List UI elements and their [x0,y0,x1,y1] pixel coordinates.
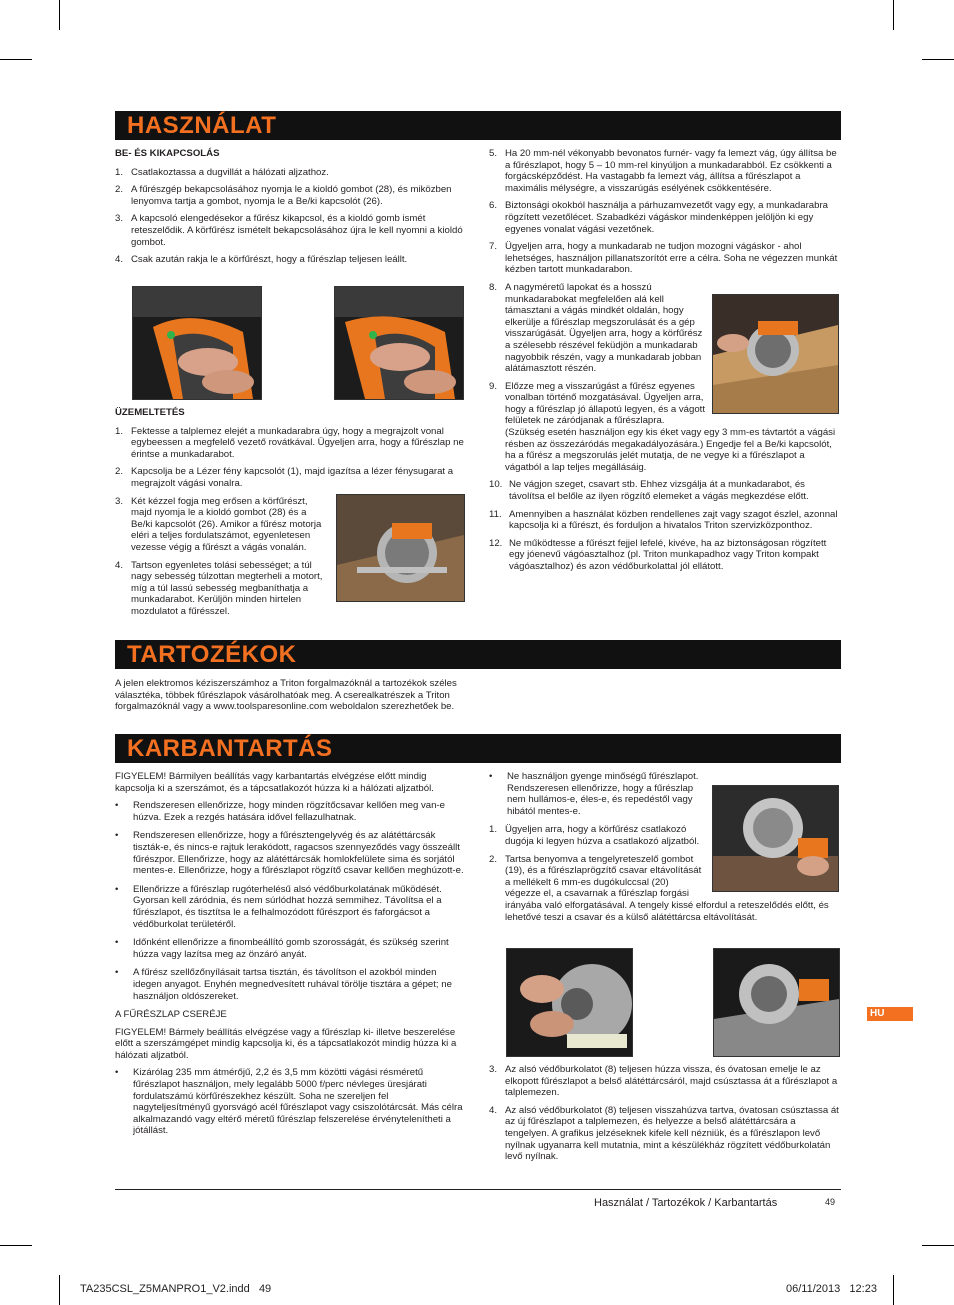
maintenance-right-column-2 [489,1064,839,1169]
crop-mark [893,0,894,30]
bullet-item: • Kizárólag 235 mm átmérőjű, 2,2 és 3,5 mm közötti vágási résméretű fűrészlapot használjon, mely legalább 5000 f/perc névleges üresjárati fordulatszámú körfűrészekhez készült. Soha ne szereljen fel nagyteljesítményű gyorsvágó acél fűrészlapot vagy csiszolótárcsát. Más célra alkalmazandó vagy eltérő méretű fűrészlap felszerelése érvénytelenítheti a jótállást. [115,1067,463,1137]
list-item: 1. Fektesse a talplemez elejét a munkadarabra úgy, hogy a megrajzolt vonal egybeessen a megfelelő vezető rovátkával. Ügyeljen arra, hogy a fűrészlap ne érintse a munkadarabot. [115,425,464,460]
date-stamp: 06/11/2013 12:23 [786,1283,877,1295]
bullet-item: • Időnként ellenőrizze a finombeállító gomb szorosságát, és szükség szerint húzza vagy lazítsa meg az önzáró anyát. [115,937,449,960]
blade-change-subhead: A FŰRÉSZLAP CSERÉJE [115,1009,227,1021]
switch-photo-2 [334,286,464,400]
list-item: 2. Tartsa benyomva a tengelyreteszelő gombot (19), és a fűrészlaprögzítő csavar eltávolítását a mellékelt 6 mm-es dugókulccsal (20) végezze el, a csavarnak a fűrészlap forgási irányába való elforgatásával. A tengely kissé elfordul a reteszelődés előtt, és lehetővé teszi a csavar és a külső alátéttárcsa eltávolítását. [489,853,829,923]
bullet-item: • Rendszeresen ellenőrizze, hogy minden rögzítőcsavar kellően meg van-e húzva. Ezek a rezgés hatására idővel fellazulhatnak. [115,800,445,823]
operation-column [115,407,465,624]
list-item: 2. Kapcsolja be a Lézer fény kapcsolót (1), majd igazítsa a lézer fénysugarat a megrajzolt vágási vonalra. [115,466,454,489]
list-item: 3. A kapcsoló elengedésekor a fűrész kikapcsol, és a kioldó gomb ismét reteszelődik. A körfűrész ismételt bekapcsolásához újra le kell nyomni a kioldó gombot. [115,213,463,248]
crop-mark [59,0,60,30]
section-title: TARTOZÉKOK [127,641,297,668]
arbor-bolt-photo [506,948,633,1057]
list-item: 4. Az alsó védőburkolatot (8) teljesen visszahúzva tartva, óvatosan csúsztassa át az új fűrészlapot a talplemezen, és helyezze a belső alátéttárcsára a tengelyen. A grafikus jelzéseknek kifele kell nézniük, és a fűrészlapon levő nyílnak ugyanarra kell mutatnia, mint a készülékház rögzített védőburkolatán levő nyílnak. [489,1104,839,1163]
list-item: 12. Ne működtesse a fűrészt fejjel lefelé, kivéve, ha az biztonságosan rögzített egy jóenevű vágóasztalhoz (pl. Triton munkapadhoz vagy Triton kompakt vágóasztalhoz) és azon védőburkolattal jól ellátott. [489,537,827,572]
bullet-item: • A fűrész szellőzőnyílásait tartsa tisztán, és távolítson el azokból minden idegen anyagot. Enyhén megnedvesített ruhával törölje tisztára a gépet; ne használjon oldószereket. [115,967,452,1002]
list-item: 6. Biztonsági okokból használja a párhuzamvezetőt vagy egy, a munkadarabra rögzített vezetőlécet. Szabadkézi vágáskor mindenképpen jelöljön ki egy egyenes vonalat vágási vezetőnek. [489,200,829,235]
crop-mark [0,1245,32,1246]
be-ki-heading: BE- ÉS KIKAPCSOLÁS [115,148,220,159]
crop-mark [59,1275,60,1305]
list-item: 4. Tartson egyenletes tolási sebességet; a túl nagy sebesség túlzottan megterheli a motort, míg a túl lassú sebesség megbaníthatja a munkadarabot. Kerüljön minden hirtelen mozdulatot a fűrésszel. [115,559,323,617]
accessories-text: A jelen elektromos kéziszerszámhoz a Triton forgalmazóknál a tartozékok széles választéka, többek fűrészlapok vásárolhatóak meg. A cserealkatrészek a Triton forgalmazóknál vagy a www.toolsparesonline.com weboldalon szerezhetőek be. [115,678,457,713]
language-tab: HU [867,1007,913,1021]
warning-text: FIGYELEM! Bármilyen beállítás vagy karbantartás elvégzése előtt mindig kapcsolja ki a szerszámot, és a tápcsatlakozót húzza ki a hálózati aljzatból. [115,771,434,794]
list-item: 8. A nagyméretű lapokat és a hosszú munkadarabokat megfelelően alá kell támasztani a vágás mindkét oldalán, hogy elkerülje a fűrészlap megszorulását és a gép visszarúgását. Ügyeljen arra, hogy a körfűrész a szélesebb részével feküdjön a munkadarab nagyobbik részén, vagy a munkadarab jobban alátámasztott részén. [489,281,703,375]
crop-mark [893,1275,894,1305]
section-banner-tartozekok [115,640,841,669]
crop-mark [0,59,32,60]
crop-mark [922,59,954,60]
section-title: HASZNÁLAT [127,112,277,139]
list-item: 9. Előzze meg a visszarúgást a fűrész egyenes vonalban történő mozgatásával. Ügyeljen arra, hogy a fűrészlap jó állapotú legyen, és a vágott felületek ne záródjanak a fűrészlapra. (Szükség esetén használjon egy kis éket vagy egy 3 mm-es távtartót a vágási résben az összezáródás megakadályozására.) Engedje fel a Be/ki kapcsolót, ha a fűrész a megszorulás jelét mutatja, de ne vegye ki a fűrészlapot a vágatból a lap teljes megállásáig. [489,380,836,473]
list-item: 2. A fűrészgép bekapcsolásához nyomja le a kioldó gombot (28), és miközben lenyomva tartja a gombot, nyomja le a Be/ki kapcsolót (26). [115,184,452,207]
list-item: 1. Ügyeljen arra, hogy a körfűrész csatlakozó dugója ki legyen húzva a csatlakozó aljzatból. [489,824,700,847]
list-item: 3. Az alsó védőburkolatot (8) teljesen húzza vissza, és óvatosan emelje le az elkopott fűrészlapot a belső alátéttárcsáról, majd csúsztassa át a fűrészlapot a talplemezen. [489,1064,838,1099]
list-item: 11. Amennyiben a használat közben rendellenes zajt vagy szagot észlel, azonnal kapcsolja ki a fűrészt, és forduljon a hivatalos Triton szervizközponthoz. [489,508,838,532]
bullet-item: • Ellenőrizze a fűrészlap rugóterhelésű alsó védőburkolatának működését. Gyorsan kell záródnia, és nem súrlódhat hozzá semmihez. Távolítsa el a fűrészlapot, és tisztítsa le a felhalmozódott fűrészport és faforgácsot a védőburkolat területéről. [115,883,442,930]
bullet-item: • Rendszeresen ellenőrizze, hogy a fűrésztengelyvég és az alátéttárcsák tiszták-e, és nincs-e rajtuk lerakódott, ragacsos szennyeződés vagy összeállt fűrészpor. Ellenőrizze, hogy az alátéttárcsák homlokfelülete sima és sorjától mentes-e. Ellenőrizze, hogy a fűrészlapot rögzítő csavar kellően meghúzott-e. [115,830,464,877]
list-item: 7. Ügyeljen arra, hogy a munkadarab ne tudjon mozogni vágáskor - ahol lehetséges, használjon pillanatszorítót erre a célra. Soha ne végezzen munkát kézben tartott munkadarabon. [489,241,838,276]
switch-photo-1 [132,286,262,400]
file-name: TA235CSL_Z5MANPRO1_V2.indd 49 [80,1283,272,1295]
list-item: 4. Csak azután rakja le a körfűrészt, hogy a fűrészlap teljesen leállt. [115,254,408,266]
usage-left-column [115,148,465,272]
footer-section-names: Használat / Tartozékok / Karbantartás [594,1197,778,1209]
section-banner-karbantartas [115,734,841,763]
page-number: 49 [825,1197,836,1207]
section-banner-hasznalat [115,111,841,140]
maintenance-right-column [489,771,839,929]
list-item: 3. Két kézzel fogja meg erősen a körfűrészt, majd nyomja le a kioldó gombot (28) és a Be/ki kapcsolót (26). Amikor a fűrész motorja eléri a teljes fordulatszámot, egyenletesen vezesse végig a fűrészt a vágás vonalán. [115,495,322,553]
usage-right-column [489,148,839,579]
bullet-item: • Ne használjon gyenge minőségű fűrészlapot. Rendszeresen ellenőrizze, hogy a fűrészlap nem hullámos-e, éles-e, és repedéstől vagy hibától mentes-e. [489,771,699,817]
list-item: 1. Csatlakoztassa a dugvillát a hálózati aljzathoz. [115,166,329,178]
blade-removal-photo [713,948,840,1057]
operation-heading: ÜZEMELTETÉS [115,407,185,418]
section-title: KARBANTARTÁS [127,735,333,762]
warning-text-2: FIGYELEM! Bármely beállítás elvégzése vagy a fűrészlap ki- illetve beszerelése előtt a szerszámgépet mindig kapcsolja ki, és a tápcsatlakozót mindig húzza ki a hálózati aljzatból. [115,1026,457,1061]
crop-mark [922,1245,954,1246]
footer-rule [115,1189,841,1190]
list-item: 5. Ha 20 mm-nél vékonyabb bevonatos furnér- vagy fa lemezt vág, úgy állítsa be a fűrészlapot, hogy 5 – 10 mm-rel kinyúljon a munkadarabból. Ez csökkenti a forgácsképződést. Ha vastagabb fa lemezt vág, állítsa a fűrészlapot a maximális mélységre, a visszarúgás esélyének csökkentésére. [489,148,837,194]
list-item: 10. Ne vágjon szeget, csavart stb. Ehhez vizsgálja át a munkadarabot, és távolítsa el belőle az ilyen rögzítő elemeket a vágás megkezdése előtt. [489,479,809,503]
maintenance-left-column [115,771,465,1144]
